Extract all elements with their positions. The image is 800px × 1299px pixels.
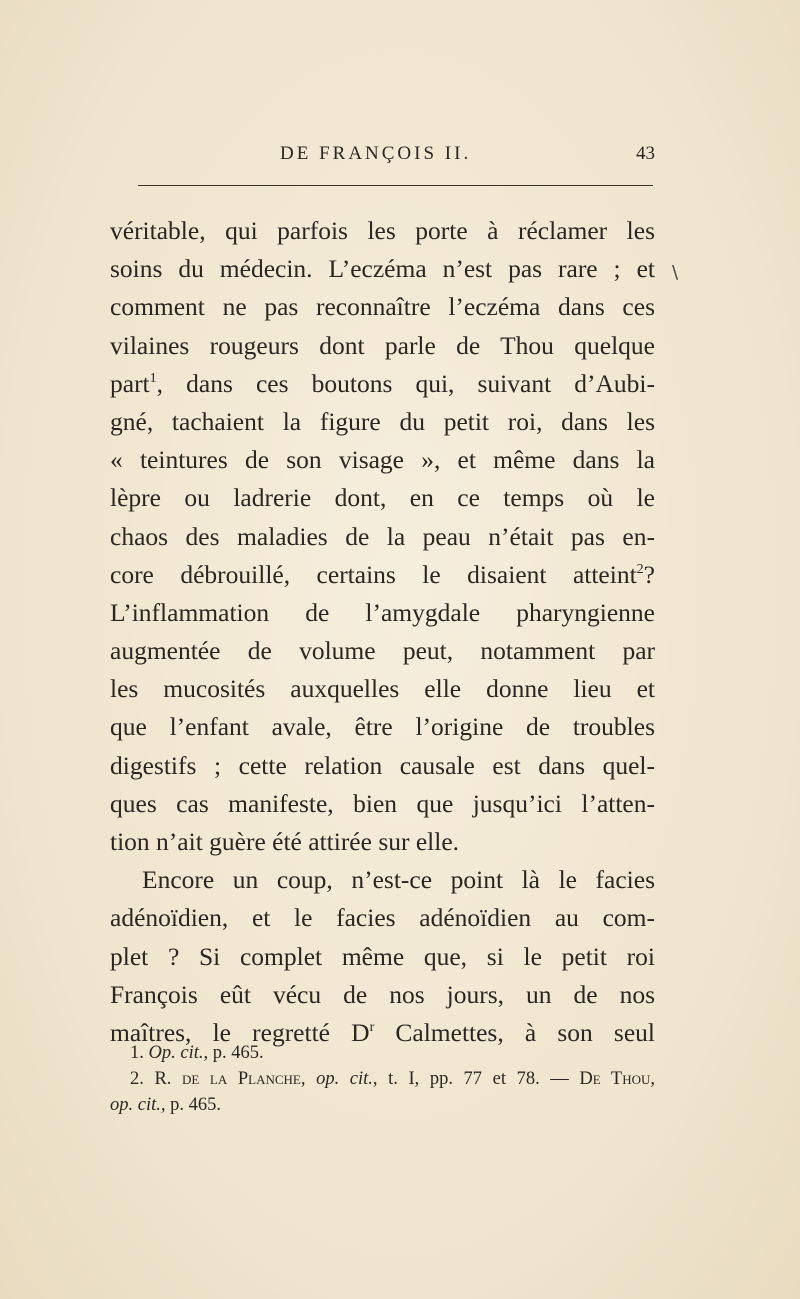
footnote-number: 2. — [130, 1069, 144, 1089]
text-line: plet ? Si complet même que, si le petit roi — [110, 941, 655, 971]
page-number: 43 — [636, 143, 655, 164]
footnote-author: De Thou, — [579, 1069, 656, 1089]
text-line — [110, 556, 655, 594]
footnote-author: R. de la Planche, — [154, 1069, 306, 1089]
footnote-page: p. 465. — [208, 1043, 264, 1063]
text-fragment: Calmettes, à son seul — [374, 1017, 656, 1047]
footnote-1 — [110, 1040, 655, 1066]
text-line: François eût vécu de nos jours, un de nos — [110, 979, 655, 1009]
text-fragment: , dans ces boutons qui, suivant d’Aubi- — [156, 368, 655, 398]
text-line: digestifs ; cette relation causale est dans quel- — [110, 750, 655, 780]
footnote-2-continuation — [110, 1092, 655, 1118]
footnote-ref-title: Op. cit., — [148, 1043, 209, 1063]
text-line: ques cas manifeste, bien que jusqu’ici l’atten- — [110, 788, 655, 818]
text-line: véritable, qui parfois les porte à réclamer les — [110, 216, 655, 245]
running-head — [110, 143, 655, 169]
header-rule — [138, 185, 653, 186]
text-line: vilaines rougeurs dont parle de Thou quelque — [110, 330, 655, 360]
text-line: adénoïdien, et le facies adénoïdien au com- — [110, 903, 655, 933]
footnote-page: p. 465. — [165, 1095, 221, 1115]
text-line — [110, 365, 655, 403]
text-fragment: maîtres, le regretté D — [110, 1017, 370, 1047]
footnote-detail: t. I, pp. 77 et 78. — — [377, 1069, 580, 1089]
text-line: gné, tachaient la figure du petit roi, dans les — [110, 406, 655, 436]
text-line: les mucosités auxquelles elle donne lieu et — [110, 674, 655, 704]
text-fragment: ? — [643, 559, 655, 589]
body-text — [110, 212, 655, 1052]
running-title: DE FRANÇOIS II. — [280, 143, 472, 164]
text-fragment: core débrouillé, certains le disaient atteint — [110, 559, 637, 589]
footnote-ref: 1 — [149, 370, 157, 386]
footnote-ref: 2 — [636, 561, 644, 577]
text-line: L’inflammation de l’amygdale pharyngienne — [110, 597, 655, 627]
text-line: Encore un coup, n’est-ce point là le facies — [142, 865, 655, 895]
text-line: augmentée de volume peut, notamment par — [110, 636, 655, 666]
superscript: r — [369, 1019, 375, 1035]
footnote-2 — [110, 1066, 655, 1092]
text-line: soins du médecin. L’eczéma n’est pas rare ; et — [110, 254, 655, 284]
footnotes — [110, 1040, 655, 1118]
footnote-ref-title: op. cit., — [305, 1069, 378, 1089]
margin-mark: \ — [672, 262, 679, 283]
text-fragment: part — [110, 368, 150, 398]
text-line: comment ne pas reconnaître l’eczéma dans ces — [110, 292, 655, 322]
text-line: « teintures de son visage », et même dans la — [110, 445, 655, 475]
text-line: chaos des maladies de la peau n’était pas en- — [110, 521, 655, 551]
text-line: tion n’ait guère été attirée sur elle. — [110, 827, 460, 856]
footnote-number: 1. — [130, 1043, 144, 1063]
footnote-ref-title: op. cit., — [110, 1095, 166, 1115]
text-line: que l’enfant avale, être l’origine de troubles — [110, 712, 655, 742]
text-line: lèpre ou ladrerie dont, en ce temps où le — [110, 483, 655, 513]
